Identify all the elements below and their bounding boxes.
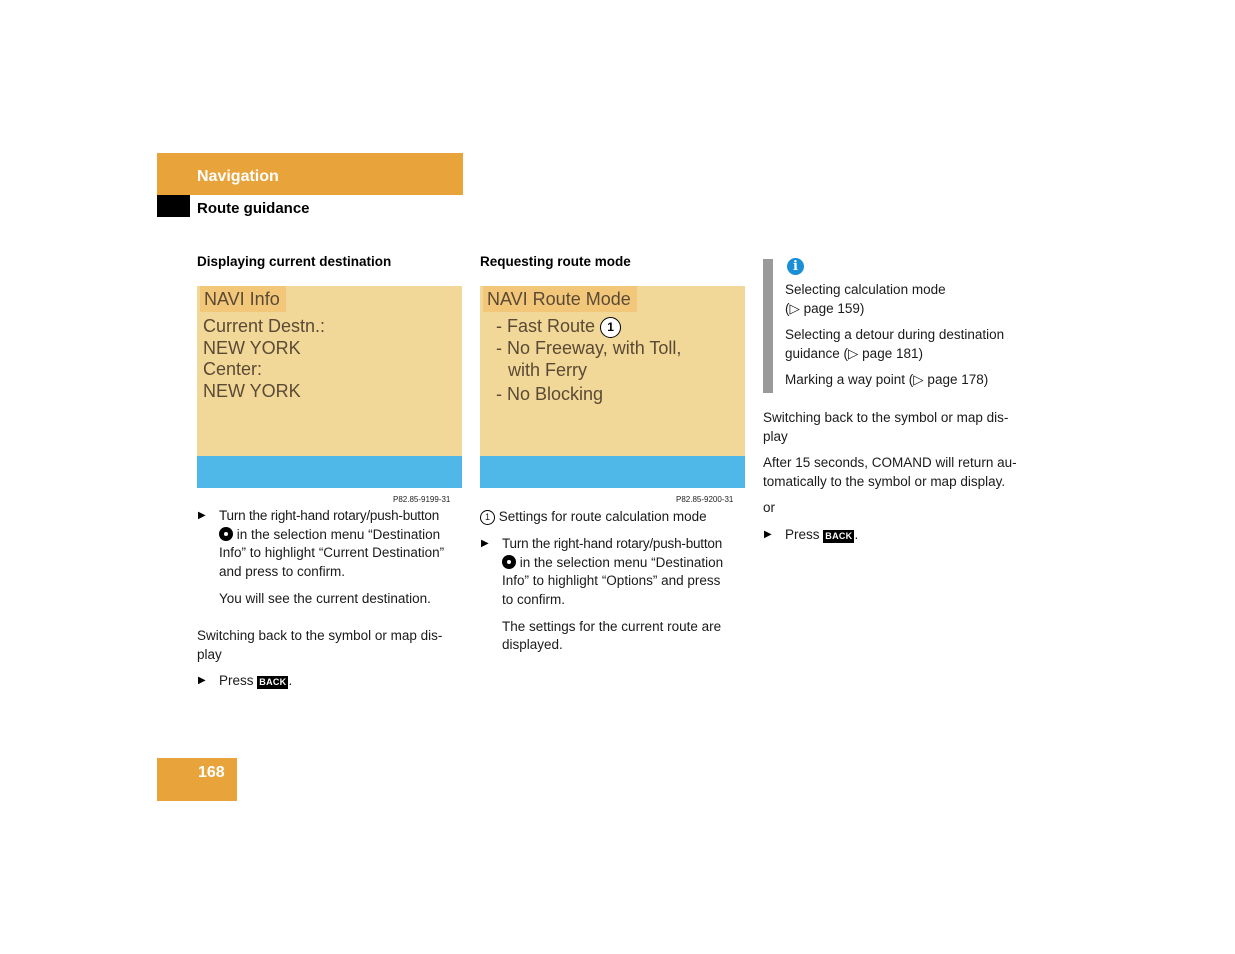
navi-route-mode-screen [480,286,745,488]
info1-line2: (▷ page 159) [785,301,865,316]
step-arrow-icon: ▶ [481,538,489,549]
col1-result: You will see the current destination. [219,591,431,606]
screen-line: NEW YORK [203,381,301,401]
page-number-box [157,758,237,801]
subsection-title: Route guidance [197,200,310,217]
col2-legend: 1 Settings for route calculation mode [480,507,707,526]
back-key-icon: BACK [825,531,853,541]
col2-result-line1: The settings for the current route are [502,619,722,634]
col2-step1-line2: in the selection menu “Destination [502,553,723,572]
screen-line: - No Blocking [496,384,604,404]
col3-press-back: Press BACK . [785,527,859,542]
col1-switch-line2: play [197,647,222,662]
info3: Marking a way point (▷ page 178) [785,372,989,387]
figure-code: P82.85-9199-31 [393,495,451,504]
screen-line: - Fast Route 1 [496,315,621,338]
navi-info-screen [197,286,462,488]
col1-switch-line1: Switching back to the symbol or map dis- [197,628,443,643]
rotary-knob-icon [219,527,233,541]
col3-auto-line1: After 15 seconds, COMAND will return au- [763,455,1017,470]
info-sidebar-bar [763,259,773,393]
col3-switch-line2: play [763,429,788,444]
col1-step1-line2: in the selection menu “Destination [219,525,440,544]
step-arrow-icon: ▶ [198,510,206,521]
col1-step1-line3: Info” to highlight “Current Destination” [219,545,445,560]
back-key-icon: BACK [259,677,287,687]
col2-step1-line4: to confirm. [502,592,566,607]
col1-step1-line4: and press to confirm. [219,564,346,579]
col1-step1-line1: Turn the right-hand rotary/push-button [219,508,440,523]
screen-line: with Ferry [508,360,588,380]
screen-line: Center: [203,359,263,379]
subsection-marker [157,195,190,217]
col2-result-line2: displayed. [502,637,563,652]
col3-auto-line2: tomatically to the symbol or map display. [763,474,1006,489]
info1-line1: Selecting calculation mode [785,282,946,297]
info2-line1: Selecting a detour during destination [785,327,1005,342]
col2-heading: Requesting route mode [480,254,631,269]
step-arrow-icon: ▶ [198,675,206,686]
col3-or: or [763,500,776,515]
col1-press-back: Press BACK . [219,673,293,688]
col3-switch-line1: Switching back to the symbol or map dis- [763,410,1009,425]
rotary-knob-icon [502,555,516,569]
section-title: Navigation [197,168,279,185]
screen-line: - No Freeway, with Toll, [496,338,682,358]
screen-title: NAVI Route Mode [483,286,637,312]
callout-1-icon: 1 [600,317,621,338]
page-number: 168 [198,764,225,781]
screen-line: NEW YORK [203,338,301,358]
screen-status-strip [197,456,462,488]
info-icon: i [787,258,804,275]
screen-line: Current Destn.: [203,316,326,336]
screen-status-strip [480,456,745,488]
col1-heading: Displaying current destination [197,254,392,269]
col2-step1-line3: Info” to highlight “Options” and press [502,573,721,588]
col2-step1-line1: Turn the right-hand rotary/push-button [502,536,723,551]
info2-line2: guidance (▷ page 181) [785,346,923,361]
step-arrow-icon: ▶ [764,529,772,540]
screen-title: NAVI Info [200,286,286,312]
callout-1-icon: 1 [480,510,495,525]
figure-code: P82.85-9200-31 [676,495,734,504]
